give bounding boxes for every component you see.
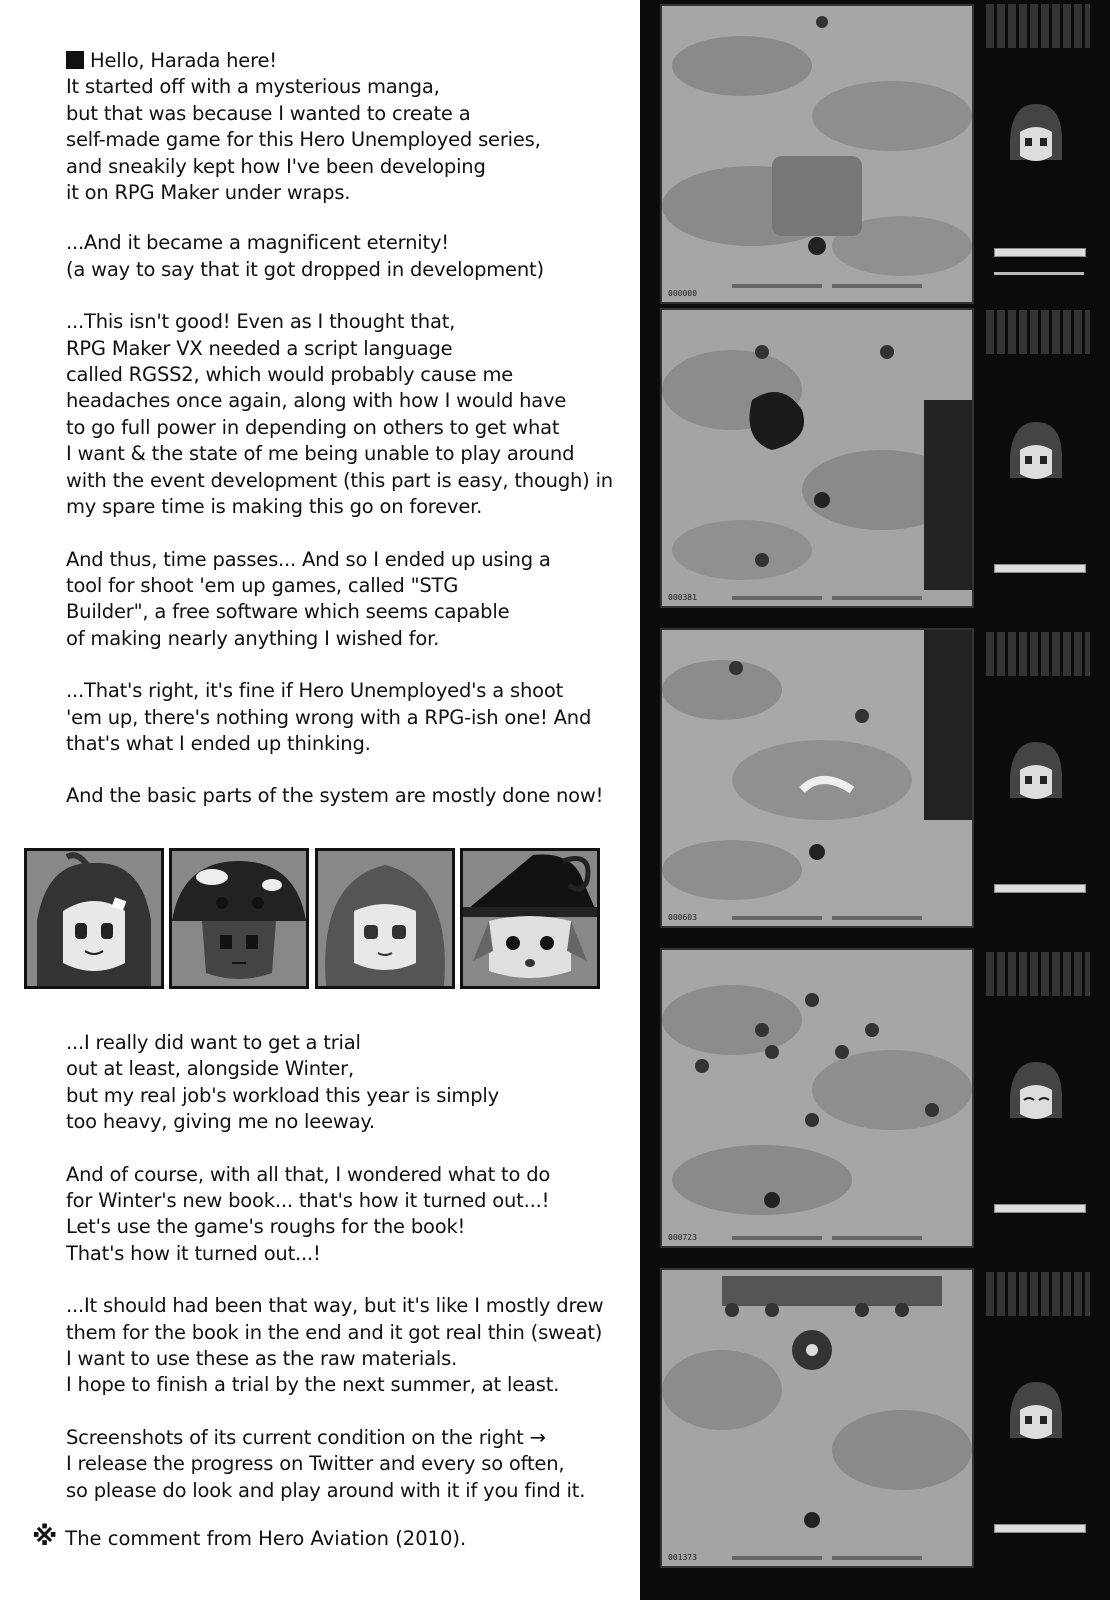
paragraph-9: ...It should had been that way, but it's like I mostly drew them for the book in the end and it got real thin (sweat) I want to use these as the raw materials. I hope to finish a trial by the next summer, at least. <box>66 1294 604 1397</box>
paragraph-5: ...That's right, it's fine if Hero Unemployed's a shoot 'em up, there's nothing wrong with a RPG-ish one! And that's what I ended up thinking. <box>66 679 592 755</box>
stat-grid <box>986 4 1090 48</box>
status-panel-5 <box>976 1268 1096 1568</box>
score-readout: 001373 <box>668 1553 697 1562</box>
score-readout: 000381 <box>668 593 697 602</box>
comment-text-continued <box>66 1030 626 1530</box>
game-screenshot-5 <box>660 1268 974 1568</box>
square-bullet-icon <box>66 51 84 69</box>
portrait-witch-girl <box>460 848 600 989</box>
paragraph-3: ...This isn't good! Even as I thought that, RPG Maker VX needed a script language called RGSS2, which would probably cause me headaches once again, along with how I would have to go full power in depending on others to get what I want & the state of me being unable to play around with the event development (this part is easy, though) in my spare time is making this go on forever. <box>66 310 613 519</box>
status-panel-4 <box>976 948 1096 1248</box>
reference-mark-icon: ※ <box>32 1522 58 1552</box>
score-readout: 000603 <box>668 913 697 922</box>
paragraph-1: Hello, Harada here! It started off with a mysterious manga, but that was because I wanted to create a self-made game for this Hero Unemployed series, and sneakily kept how I've been developing it on RPG Maker under wraps. <box>66 49 541 205</box>
hp-bar <box>994 1524 1086 1533</box>
footnote-text: The comment from Hero Aviation (2010). <box>65 1527 467 1550</box>
game-screenshot-2 <box>660 308 974 608</box>
paragraph-4: And thus, time passes... And so I ended up using a tool for shoot 'em up games, called "STG Builder", a free software which seems capable of making nearly anything I wished for. <box>66 547 551 650</box>
stat-grid <box>986 632 1090 676</box>
stat-grid <box>986 952 1090 996</box>
status-panel-3 <box>976 628 1096 928</box>
hero-face-icon <box>1004 418 1068 488</box>
character-portraits <box>24 848 604 988</box>
hero-face-icon <box>1004 100 1068 170</box>
score-readout: 000000 <box>668 289 697 298</box>
paragraph-6: And the basic parts of the system are mostly done now! <box>66 784 604 808</box>
game-screenshot-4 <box>660 948 974 1248</box>
hero-face-icon <box>1004 1378 1068 1448</box>
hp-bar <box>994 1204 1086 1213</box>
hp-bar <box>994 248 1086 257</box>
score-readout: 000723 <box>668 1233 697 1242</box>
stat-grid <box>986 310 1090 354</box>
footnote <box>32 1522 466 1552</box>
game-screenshot-1 <box>660 4 974 304</box>
status-panel-1 <box>976 0 1096 300</box>
stat-grid <box>986 1272 1090 1316</box>
paragraph-7: ...I really did want to get a trial out at least, alongside Winter, but my real job's workload this year is simply too heavy, giving me no leeway. <box>66 1031 499 1134</box>
portrait-hero-girl <box>24 848 164 989</box>
game-screenshot-3 <box>660 628 974 928</box>
comment-text <box>66 48 626 836</box>
hero-face-icon <box>1004 738 1068 808</box>
screenshot-strip <box>640 0 1110 1600</box>
paragraph-10: Screenshots of its current condition on the right → I release the progress on Twitter and every so often, so please do look and play around with it if you find it. <box>66 1425 586 1502</box>
portrait-mushroom-hat-girl <box>169 848 309 989</box>
paragraph-8: And of course, with all that, I wondered what to do for Winter's new book... that's how it turned out...! Let's use the game's roughs for the book! That's how it turned out...! <box>66 1162 551 1265</box>
hero-face-icon <box>1004 1058 1068 1128</box>
portrait-long-hair-girl <box>315 848 455 989</box>
mp-bar <box>994 272 1084 275</box>
status-panel-2 <box>976 306 1096 606</box>
hp-bar <box>994 884 1086 893</box>
paragraph-2: ...And it became a magnificent eternity! (a way to say that it got dropped in development) <box>66 231 544 281</box>
hp-bar <box>994 564 1086 573</box>
